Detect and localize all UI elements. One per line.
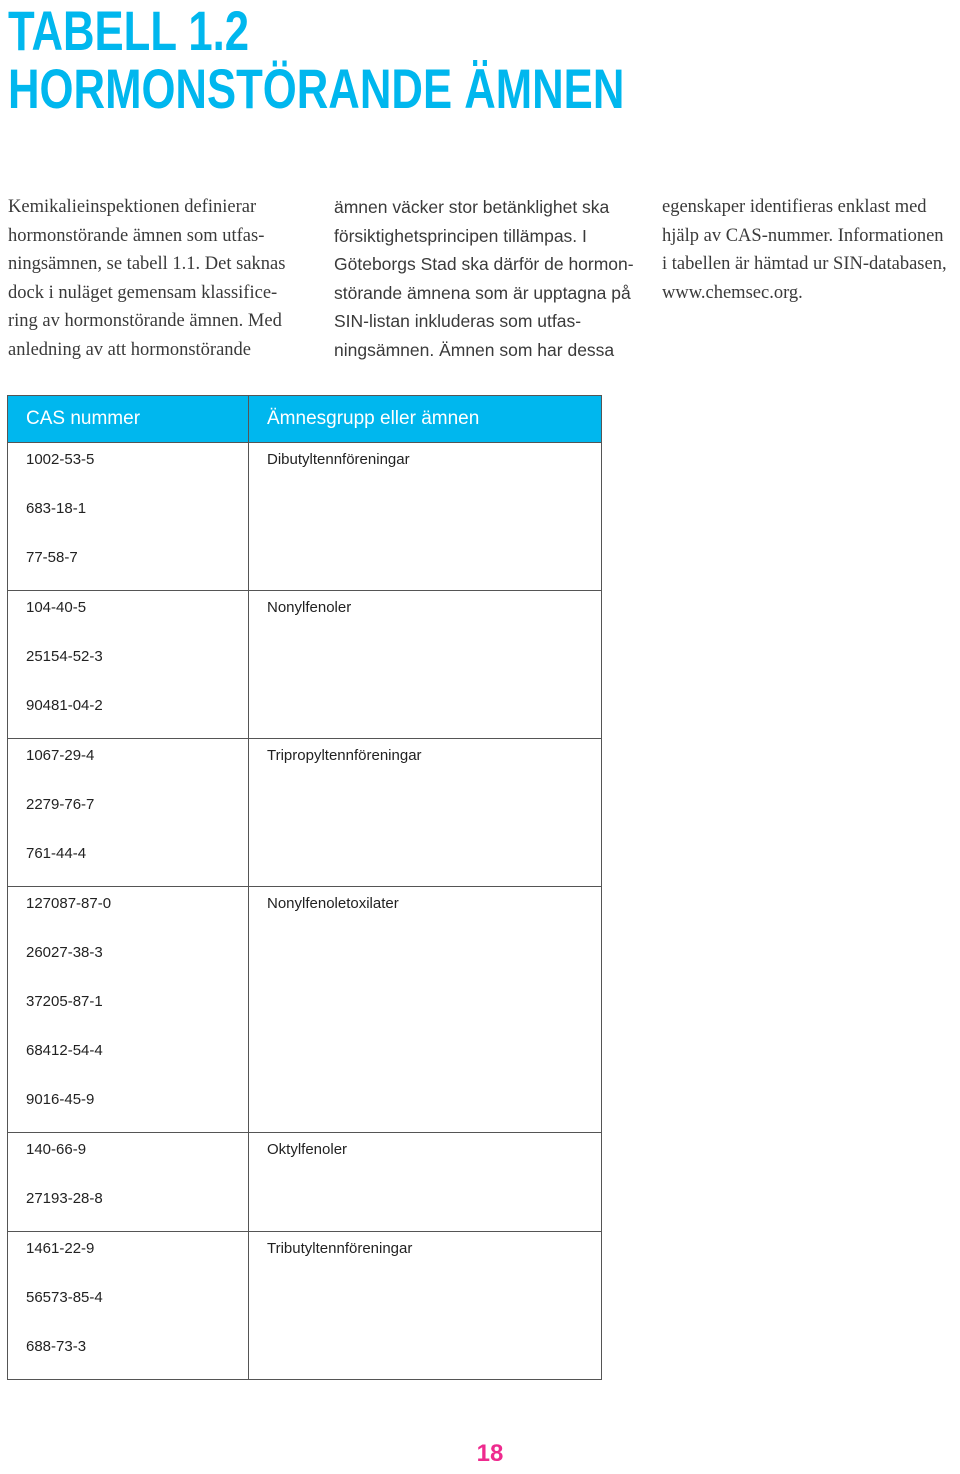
substance-group-cell xyxy=(249,1232,602,1380)
cas-number: 68412-54-4 xyxy=(26,1042,103,1059)
table-row xyxy=(8,1232,602,1380)
paragraph-line: www.chemsec.org. xyxy=(662,282,803,303)
cas-number: 56573-85-4 xyxy=(26,1289,103,1306)
cas-number: 1067-29-4 xyxy=(26,747,95,764)
cas-number-cell xyxy=(8,591,249,739)
cas-number: 1461-22-9 xyxy=(26,1240,95,1257)
substance-group-name: Dibutyltennföreningar xyxy=(267,451,410,468)
substance-group-cell xyxy=(249,591,602,739)
paragraph-line: Kemikalieinspektionen definierar xyxy=(8,197,257,217)
substance-group-cell xyxy=(249,443,602,591)
intro-column-2 xyxy=(334,193,634,365)
cas-number-cell xyxy=(8,443,249,591)
paragraph-line: hormonstörande ämnen som utfas- xyxy=(8,225,265,246)
cas-number: 90481-04-2 xyxy=(26,697,103,714)
paragraph-line: SIN-listan inkluderas som utfas- xyxy=(334,311,582,332)
cas-number: 127087-87-0 xyxy=(26,895,112,912)
paragraph-line: ring av hormonstörande ämnen. Med xyxy=(8,311,282,332)
cas-number: 761-44-4 xyxy=(26,845,87,862)
title-line-2: HORMONSTÖRANDE ÄMNEN xyxy=(8,57,625,120)
cas-number: 37205-87-1 xyxy=(26,993,103,1010)
page-number: 18 xyxy=(476,1440,504,1467)
page-title xyxy=(8,2,624,118)
cas-number: 25154-52-3 xyxy=(26,648,103,665)
paragraph-line: ningsämnen. Ämnen som har dessa xyxy=(334,339,615,360)
substance-group-cell xyxy=(249,739,602,887)
cas-number: 688-73-3 xyxy=(26,1338,87,1355)
cas-number: 140-66-9 xyxy=(26,1141,87,1158)
substance-group-name: Tripropyltennföreningar xyxy=(267,747,422,764)
cas-table xyxy=(7,395,602,1380)
paragraph-line: störande ämnena som är upptagna på xyxy=(334,282,631,303)
table-row xyxy=(8,739,602,887)
paragraph-line: Göteborgs Stad ska därför de hormon- xyxy=(334,254,634,275)
header-substance-group: Ämnesgrupp eller ämnen xyxy=(249,396,602,443)
intro-column-3 xyxy=(662,193,947,307)
paragraph-line: anledning av att hormonstörande xyxy=(8,339,252,360)
paragraph-line: ämnen väcker stor betänklighet ska xyxy=(334,197,610,217)
cas-number: 77-58-7 xyxy=(26,549,78,566)
cas-number: 26027-38-3 xyxy=(26,944,103,961)
paragraph-line: egenskaper identifieras enklast med xyxy=(662,197,927,217)
cas-number: 9016-45-9 xyxy=(26,1091,95,1108)
substance-group-name: Tributyltennföreningar xyxy=(267,1240,413,1257)
paragraph-line: hjälp av CAS-nummer. Informationen xyxy=(662,225,944,246)
header-cas-number: CAS nummer xyxy=(8,396,249,443)
cas-number-cell xyxy=(8,1232,249,1380)
substance-group-name: Nonylfenoler xyxy=(267,599,352,616)
paragraph-line: försiktighetsprincipen tillämpas. I xyxy=(334,225,587,246)
paragraph-line: i tabellen är hämtad ur SIN-databasen, xyxy=(662,254,947,275)
cas-number: 104-40-5 xyxy=(26,599,87,616)
paragraph-line: dock i nuläget gemensam klassifice- xyxy=(8,282,278,303)
cas-number: 1002-53-5 xyxy=(26,451,95,468)
intro-column-1 xyxy=(8,193,285,365)
table-body xyxy=(8,443,602,1380)
title-line-1: TABELL 1.2 xyxy=(8,0,250,62)
substance-group-name: Nonylfenoletoxilater xyxy=(267,895,399,912)
cas-number: 683-18-1 xyxy=(26,500,87,517)
cas-number-cell xyxy=(8,1133,249,1232)
table-row xyxy=(8,591,602,739)
cas-number-cell xyxy=(8,739,249,887)
table-row xyxy=(8,1133,602,1232)
cas-number-cell xyxy=(8,887,249,1133)
substance-group-cell xyxy=(249,887,602,1133)
table-row xyxy=(8,443,602,591)
table-header-row xyxy=(8,396,602,443)
cas-number: 2279-76-7 xyxy=(26,796,95,813)
cas-number: 27193-28-8 xyxy=(26,1190,103,1207)
table-row xyxy=(8,887,602,1133)
paragraph-line: ningsämnen, se tabell 1.1. Det saknas xyxy=(8,254,286,275)
substance-group-cell xyxy=(249,1133,602,1232)
substance-group-name: Oktylfenoler xyxy=(267,1141,348,1158)
